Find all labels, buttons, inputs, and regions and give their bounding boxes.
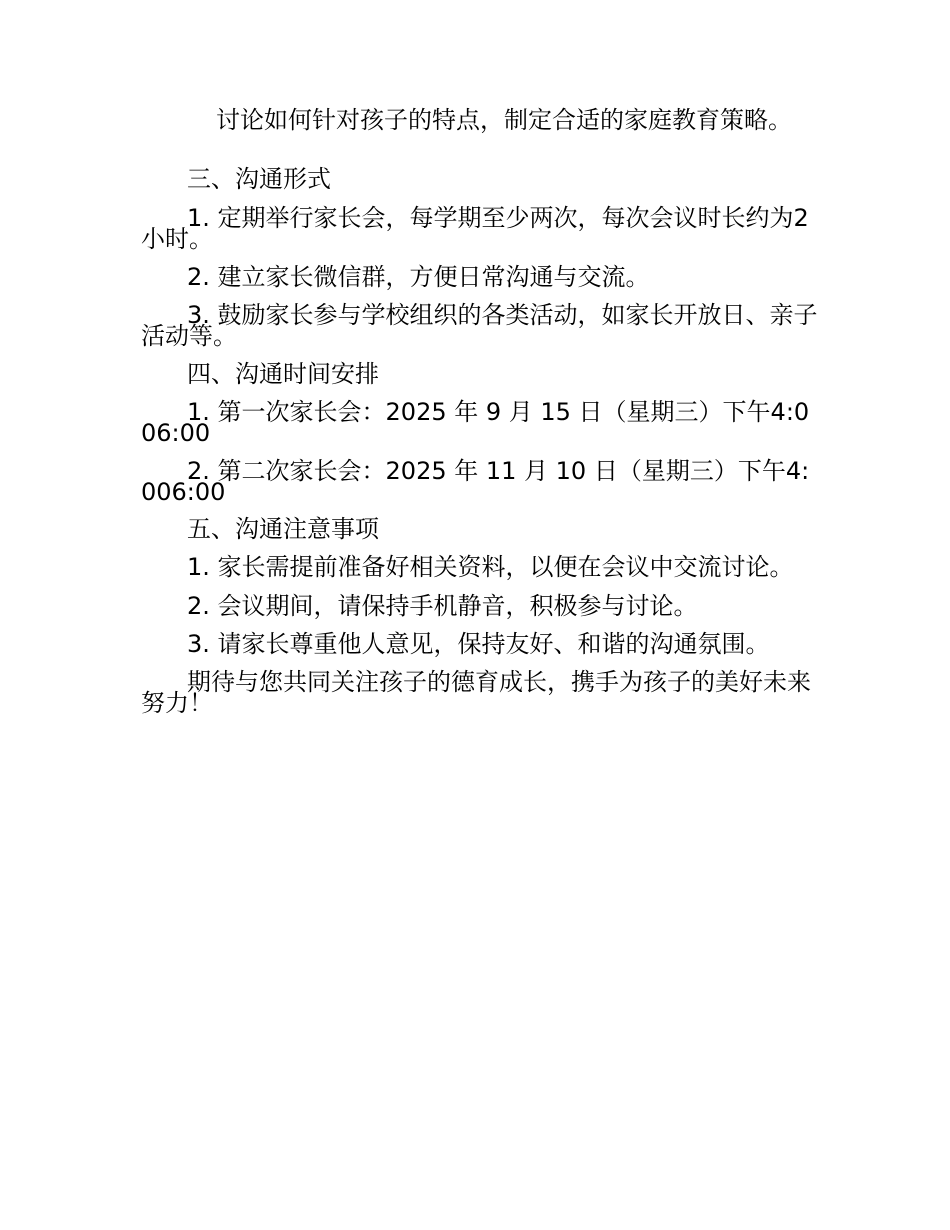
paragraph-note-2: 2. 会议期间，请保持手机静音，积极参与讨论。 <box>187 592 698 620</box>
paragraph-form-2: 2. 建立家长微信群，方便日常沟通与交流。 <box>187 263 650 291</box>
paragraph-form-3: 3. 鼓励家长参与学校组织的各类活动，如家长开放日、亲子活动等。 <box>141 301 818 350</box>
paragraph-form-1: 1. 定期举行家长会，每学期至少两次，每次会议时长约为2 小时。 <box>141 204 809 253</box>
heading-time-schedule: 四、沟通时间安排 <box>187 360 379 388</box>
paragraph-meeting-2: 2. 第二次家长会：2025 年 11 月 10 日（星期三）下午4:006:00 <box>141 457 810 506</box>
paragraph-closing: 期待与您共同关注孩子的德育成长，携手为孩子的美好未来努力！ <box>141 668 811 717</box>
paragraph-note-1: 1. 家长需提前准备好相关资料，以便在会议中交流讨论。 <box>187 553 794 581</box>
paragraph-note-3: 3. 请家长尊重他人意见，保持友好、和谐的沟通氛围。 <box>187 630 770 658</box>
paragraph-meeting-1: 1. 第一次家长会：2025 年 9 月 15 日（星期三）下午4:006:00 <box>141 398 810 447</box>
paragraph-strategy: 讨论如何针对孩子的特点，制定合适的家庭教育策略。 <box>216 106 792 134</box>
heading-communication-form: 三、沟通形式 <box>187 165 331 193</box>
heading-notes: 五、沟通注意事项 <box>187 515 379 543</box>
